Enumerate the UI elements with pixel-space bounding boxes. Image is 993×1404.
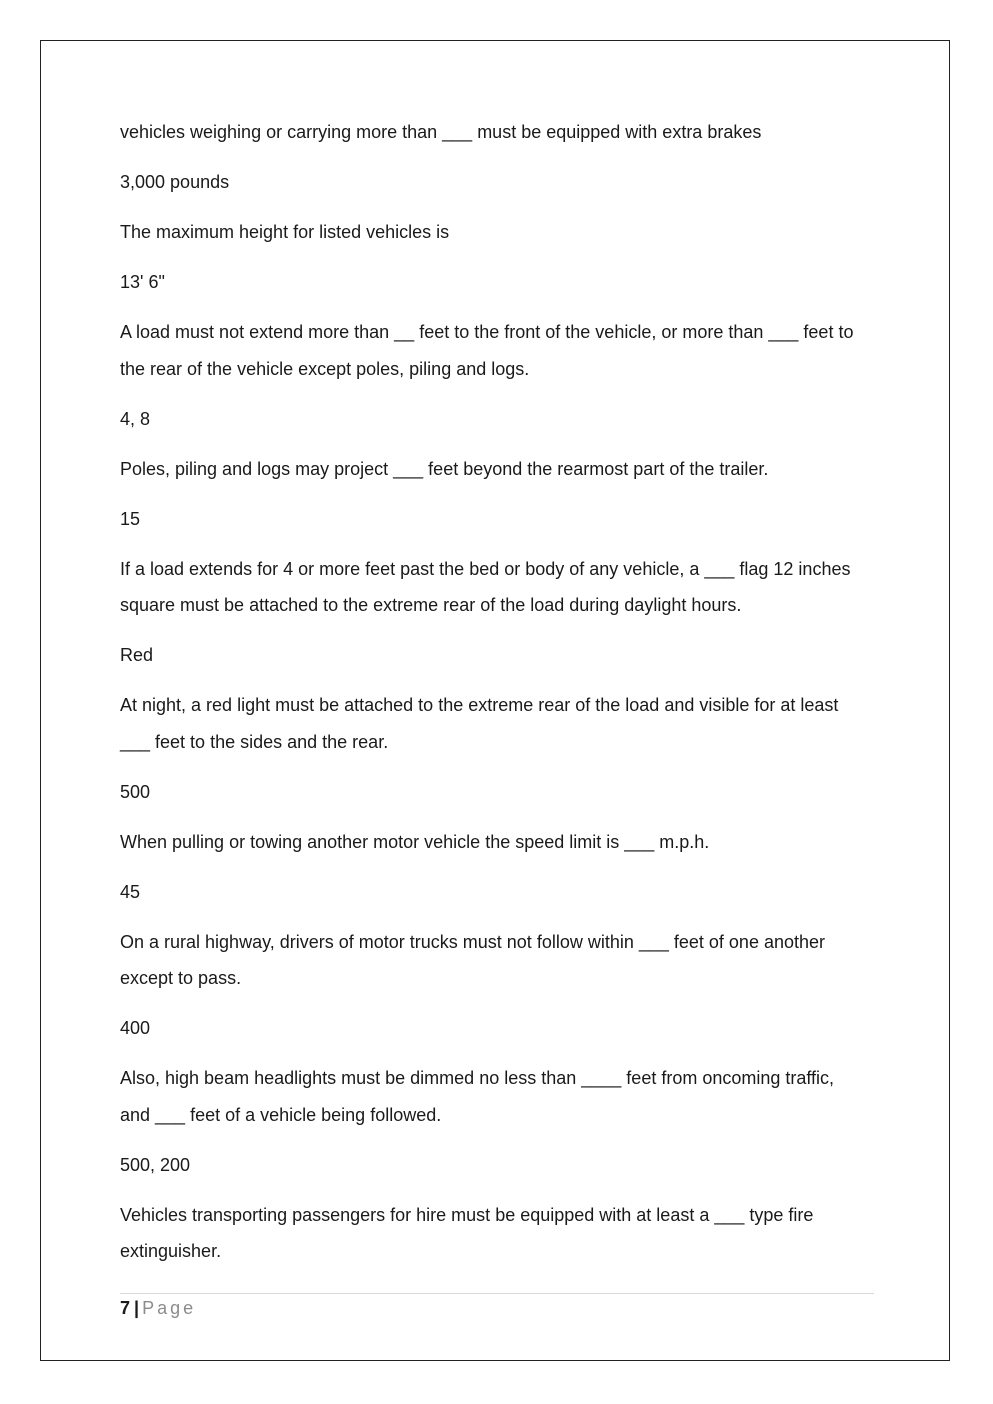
question-5: If a load extends for 4 or more feet past the bed or body of any vehicle, a ___ flag 12 inches square must be attached to the extreme rear of the load during daylight hours.	[120, 558, 851, 615]
question-9: Also, high beam headlights must be dimmed no less than ____ feet from oncoming traffic, and ___ feet of a vehicle being followed.	[120, 1068, 835, 1125]
answer-6: 500	[120, 781, 151, 802]
answer-2: 13' 6"	[120, 272, 165, 292]
question-2: The maximum height for listed vehicles is	[120, 222, 450, 242]
question-10: Vehicles transporting passengers for hire must be equipped with at least a ___ type fire extinguisher.	[120, 1204, 814, 1261]
footer-divider	[120, 1293, 874, 1294]
answer-3: 4, 8	[120, 408, 151, 429]
document-body	[120, 114, 865, 1283]
answer-5: Red	[120, 645, 154, 665]
question-8: On a rural highway, drivers of motor trucks must not follow within ___ feet of one another except to pass.	[120, 931, 826, 988]
answer-4: 15	[120, 508, 141, 529]
question-7: When pulling or towing another motor vehicle the speed limit is ___ m.p.h.	[120, 831, 710, 852]
answer-1: 3,000 pounds	[120, 172, 230, 192]
footer-separator: |	[134, 1298, 140, 1318]
question-3: A load must not extend more than __ feet to the front of the vehicle, or more than ___ feet to the rear of the vehicle except poles, piling and logs.	[120, 322, 854, 379]
answer-8: 400	[120, 1018, 151, 1038]
question-6: At night, a red light must be attached to the extreme rear of the load and visible for at least ___ feet to the sides and the rear.	[120, 695, 839, 752]
page-number: 7	[120, 1298, 131, 1318]
answer-9: 500, 200	[120, 1154, 191, 1175]
question-1: vehicles weighing or carrying more than ___ must be equipped with extra brakes	[120, 122, 762, 142]
question-4: Poles, piling and logs may project ___ feet beyond the rearmost part of the trailer.	[120, 458, 769, 479]
page-label: Page	[142, 1298, 197, 1318]
answer-7: 45	[120, 881, 141, 902]
page-footer	[120, 1297, 196, 1319]
